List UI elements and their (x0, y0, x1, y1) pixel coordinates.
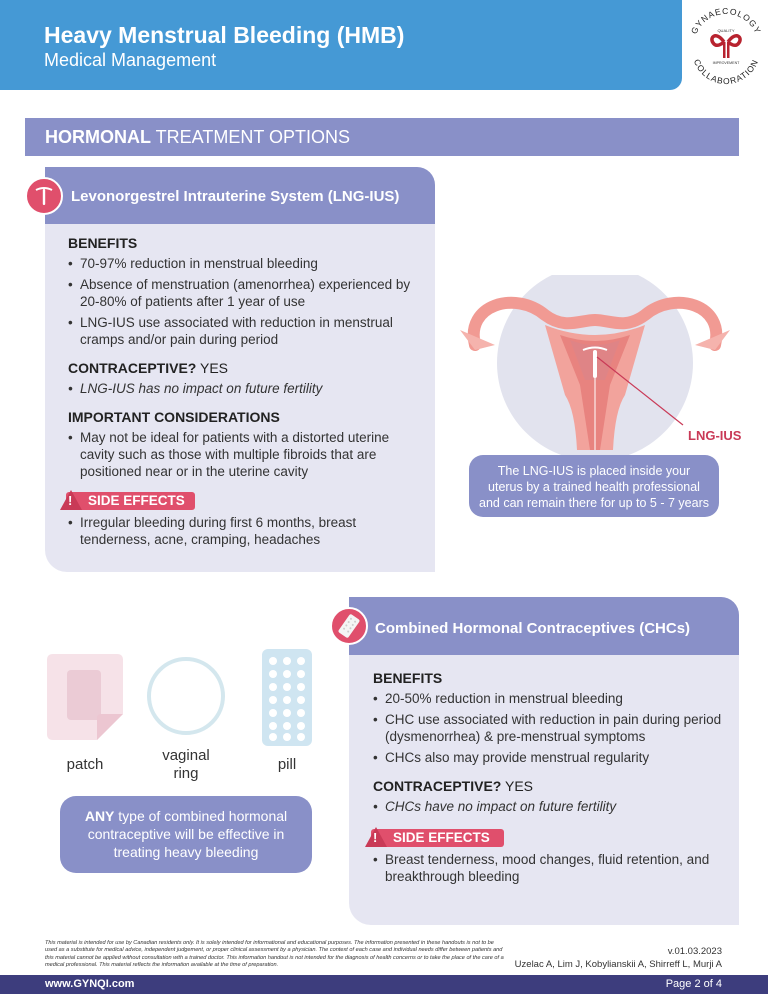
chc-contraceptive-heading (373, 778, 723, 794)
page-title: Heavy Menstrual Bleeding (HMB) (44, 22, 405, 48)
svg-text:GYNAECOLOGY: GYNAECOLOGY (688, 5, 764, 36)
contraceptive-value: YES (196, 360, 228, 376)
list-item: • May not be ideal for patients with a distorted uterine cavity such as those with multiple fibroids that are positioned near or in the uterine cavity (68, 429, 418, 480)
chc-benefits-list (373, 690, 723, 766)
section-title (45, 127, 350, 148)
version: v.01.03.2023 (667, 946, 722, 957)
lng-ius-label: LNG-IUS (688, 428, 742, 443)
section-title-rest: TREATMENT OPTIONS (151, 127, 351, 147)
section-heading-bar (25, 118, 739, 156)
svg-text:QUALITY: QUALITY (717, 28, 735, 33)
authors: Uzelac A, Lim J, Kobylianskii A, Shirreff L, Murji A (514, 959, 722, 970)
any-rest: type of combined hormonal contraceptive will be effective in treating heavy bleeding (87, 808, 288, 860)
lng-contraceptive-heading (68, 360, 418, 376)
list-item: • CHC use associated with reduction in pain during period (dysmenorrhea) & pre-menstrual symptoms (373, 711, 723, 745)
list-item: • LNG-IUS use associated with reduction in menstrual cramps and/or pain during period (68, 314, 418, 348)
lng-considerations-list (68, 429, 418, 480)
svg-text:IMPROVEMENT: IMPROVEMENT (712, 61, 740, 65)
chc-card (349, 597, 739, 925)
list-item: • 20-50% reduction in menstrual bleeding (373, 690, 723, 707)
warning-exclamation: ! (68, 493, 73, 508)
lng-considerations-heading: IMPORTANT CONSIDERATIONS (68, 409, 280, 425)
patch-label: patch (66, 756, 104, 773)
lng-ius-content (68, 235, 418, 548)
chc-title: Combined Hormonal Contraceptives (CHCs) (375, 620, 691, 637)
page-subtitle: Medical Management (44, 50, 217, 70)
lng-side-effects-badge-wrap (66, 492, 418, 510)
list-item: • 70-97% reduction in menstrual bleeding (68, 255, 418, 272)
pill-label: pill (277, 756, 297, 773)
vaginal-ring-label: vaginal ring (162, 747, 210, 782)
side-effects-label: SIDE EFFECTS (88, 493, 185, 508)
any-chc-callout (60, 796, 312, 873)
list-item: • Absence of menstruation (amenorrhea) experienced by 20-80% of patients after 1 year of use (68, 276, 418, 310)
svg-text:COLLABORATION: COLLABORATION (691, 57, 761, 87)
list-item: • Breast tenderness, mood changes, fluid retention, and breakthrough bleeding (373, 851, 723, 885)
chc-side-effects-list (373, 851, 723, 885)
contraceptive-label: CONTRACEPTIVE? (68, 360, 197, 376)
iud-icon (25, 177, 63, 215)
side-effects-label: SIDE EFFECTS (393, 830, 490, 845)
disclaimer: This material is intended for use by Canadian residents only. It is solely intended for informational and educational purposes. The information presented in these handouts is not to be used as a substitute for medical advice, independent judgement, or proper clinical assessment by a physician. The context of each case and individual needs differ between patients and this material cannot be applied without consultation with a trained doctor. This information handout is not intended for the diagnosis of health concerns or to take the place of the care of a medical professional. This material reflects the information available at the time of preparation. (45, 940, 504, 968)
contraceptive-label: CONTRACEPTIVE? (373, 778, 502, 794)
header-banner (0, 0, 682, 90)
gynaecology-collaboration-logo (686, 2, 766, 90)
footer-bar (0, 975, 768, 994)
section-title-bold: HORMONAL (45, 127, 151, 147)
lng-ius-card (45, 167, 435, 572)
pill-pack-icon (330, 607, 368, 645)
lng-ius-caption (469, 455, 719, 517)
lng-benefits-list (68, 255, 418, 348)
lng-ius-title: Levonorgestrel Intrauterine System (LNG-IUS) (71, 188, 400, 205)
list-item: • CHCs have no impact on future fertility (373, 798, 723, 815)
list-item: • Irregular bleeding during first 6 months, breast tenderness, acne, cramping, headaches (68, 514, 418, 548)
lng-ius-card-header (45, 167, 435, 224)
chc-card-header (349, 597, 739, 655)
caption-text: The LNG-IUS is placed inside your uterus by a trained health professional and can remain there for up to 5 - 7 years (479, 464, 709, 510)
chc-side-effects-badge-wrap (371, 829, 723, 847)
page-number: Page 2 of 4 (665, 978, 722, 990)
chc-contraceptive-list (373, 798, 723, 815)
pill-blister-icon (262, 649, 312, 746)
vaginal-ring-icon (147, 657, 225, 735)
list-item: • CHCs also may provide menstrual regularity (373, 749, 723, 766)
patch-icon (47, 654, 123, 740)
chc-benefits-heading: BENEFITS (373, 670, 443, 686)
any-bold: ANY (84, 808, 115, 824)
lng-contraceptive-list (68, 380, 418, 397)
list-item: • LNG-IUS has no impact on future fertility (68, 380, 418, 397)
contraceptive-value: YES (501, 778, 533, 794)
chc-content (373, 670, 723, 885)
lng-side-effects-list (68, 514, 418, 548)
side-effects-badge (66, 492, 195, 510)
website-link[interactable]: www.GYNQI.com (45, 978, 135, 990)
lng-benefits-heading: BENEFITS (68, 235, 138, 251)
side-effects-badge (371, 829, 504, 847)
warning-exclamation: ! (373, 830, 378, 845)
